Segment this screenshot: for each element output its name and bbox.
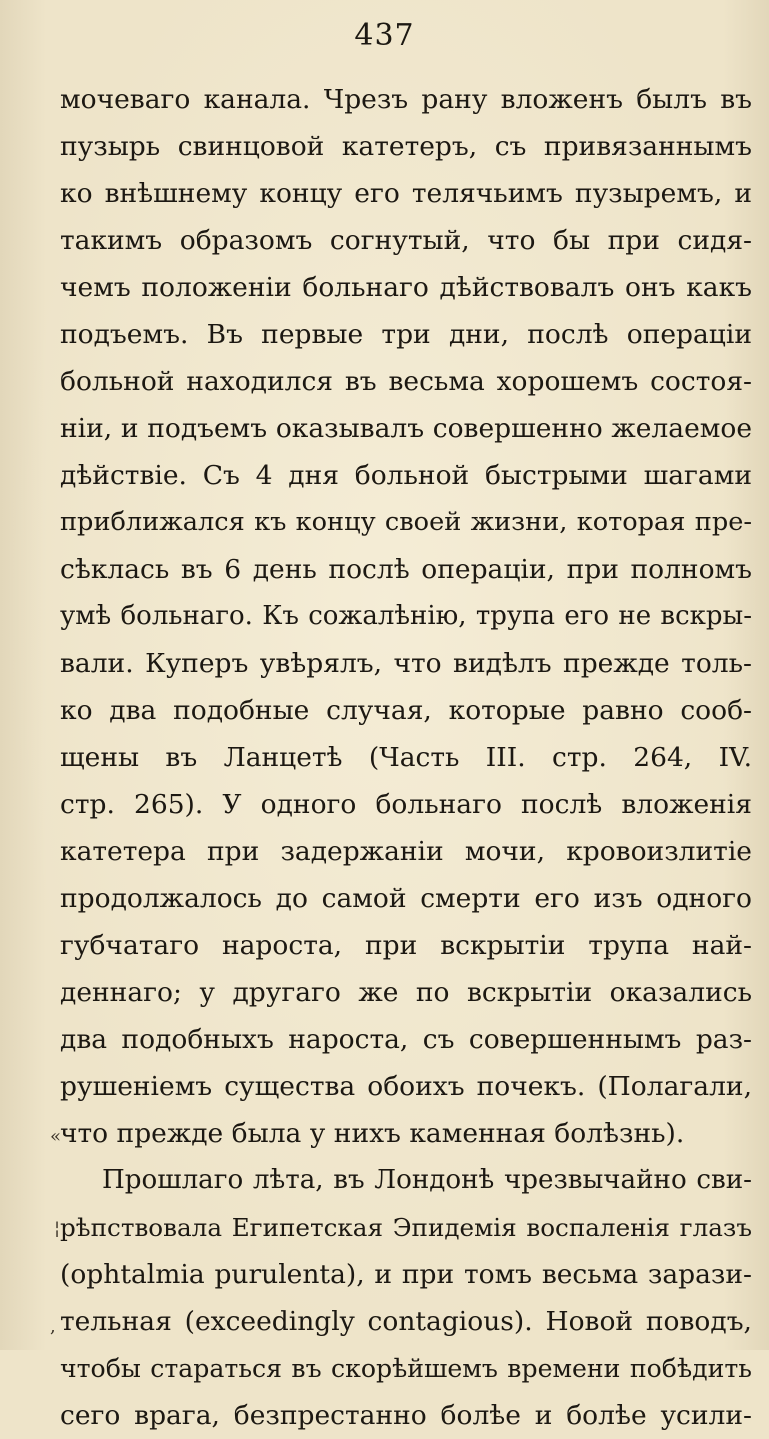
- page-number: 437: [354, 18, 415, 53]
- text-line: два подобныхъ нароста, съ совершеннымъ раз-: [60, 1024, 752, 1055]
- text-line: приближался къ концу своей жизни, которая пре-: [60, 507, 752, 537]
- text-line: деннаго; у другаго же по вскрытіи оказались: [60, 977, 752, 1008]
- text-line: рушеніемъ существа обоихъ почекъ. (Полагали,: [60, 1071, 752, 1102]
- text-line: вали. Куперъ увѣрялъ, что видѣлъ прежде толь-: [60, 648, 752, 679]
- text-line: дѣйствіе. Съ 4 дня больной быстрыми шагами: [60, 460, 752, 491]
- text-line: сего врага, безпрестанно болѣе и болѣе усили-: [60, 1400, 752, 1431]
- margin-mark: «: [50, 1126, 62, 1147]
- text-line: (ophtalmia purulenta), и при томъ весьма зарази-: [60, 1259, 752, 1290]
- text-line: тельная (exceedingly contagious). Новой поводъ,: [60, 1306, 752, 1337]
- text-line: мочеваго канала. Чрезъ рану вложенъ былъ въ: [60, 84, 752, 115]
- margin-mark: ¦: [54, 1218, 61, 1239]
- text-line: чтобы стараться въ скорѣйшемъ времени побѣдить: [60, 1354, 752, 1383]
- body-text: [60, 76, 752, 1439]
- text-line: катетера при задержаніи мочи, кровоизлитіе: [60, 836, 752, 867]
- text-line: чемъ положеніи больнаго дѣйствовалъ онъ какъ: [60, 272, 752, 303]
- text-line: ніи, и подъемъ оказывалъ совершенно желаемое: [60, 413, 752, 444]
- text-line: ко внѣшнему концу его телячьимъ пузыремъ, и: [60, 178, 752, 209]
- text-line: щены въ Ланцетѣ (Часть III. стр. 264, IV.: [60, 742, 752, 773]
- text-line: рѣпствовала Египетская Эпидемія воспаленія глазъ: [60, 1213, 752, 1242]
- paragraph-end-line: что прежде была у нихъ каменная болѣзнь).: [60, 1118, 685, 1149]
- text-line: ко два подобные случая, которые равно сооб-: [60, 695, 752, 726]
- text-line: сѣклась въ 6 день послѣ операціи, при полномъ: [60, 554, 752, 585]
- text-line: больной находился въ весьма хорошемъ состоя-: [60, 366, 752, 397]
- text-line: продолжалось до самой смерти его изъ одного: [60, 883, 752, 914]
- text-line: подъемъ. Въ первые три дни, послѣ операціи: [60, 319, 752, 350]
- text-line: стр. 265). У одного больнаго послѣ вложенія: [60, 789, 752, 820]
- margin-mark: ,: [50, 1316, 56, 1337]
- text-line: умѣ больнаго. Къ сожалѣнію, трупа его не вскры-: [60, 601, 752, 631]
- text-line: пузырь свинцовой катетеръ, съ привязаннымъ: [60, 131, 752, 162]
- text-line: губчатаго нароста, при вскрытіи трупа най-: [60, 930, 752, 961]
- paragraph-start-line: Прошлаго лѣта, въ Лондонѣ чрезвычайно сви-: [102, 1165, 752, 1195]
- text-line: такимъ образомъ согнутый, что бы при сидя-: [60, 225, 752, 256]
